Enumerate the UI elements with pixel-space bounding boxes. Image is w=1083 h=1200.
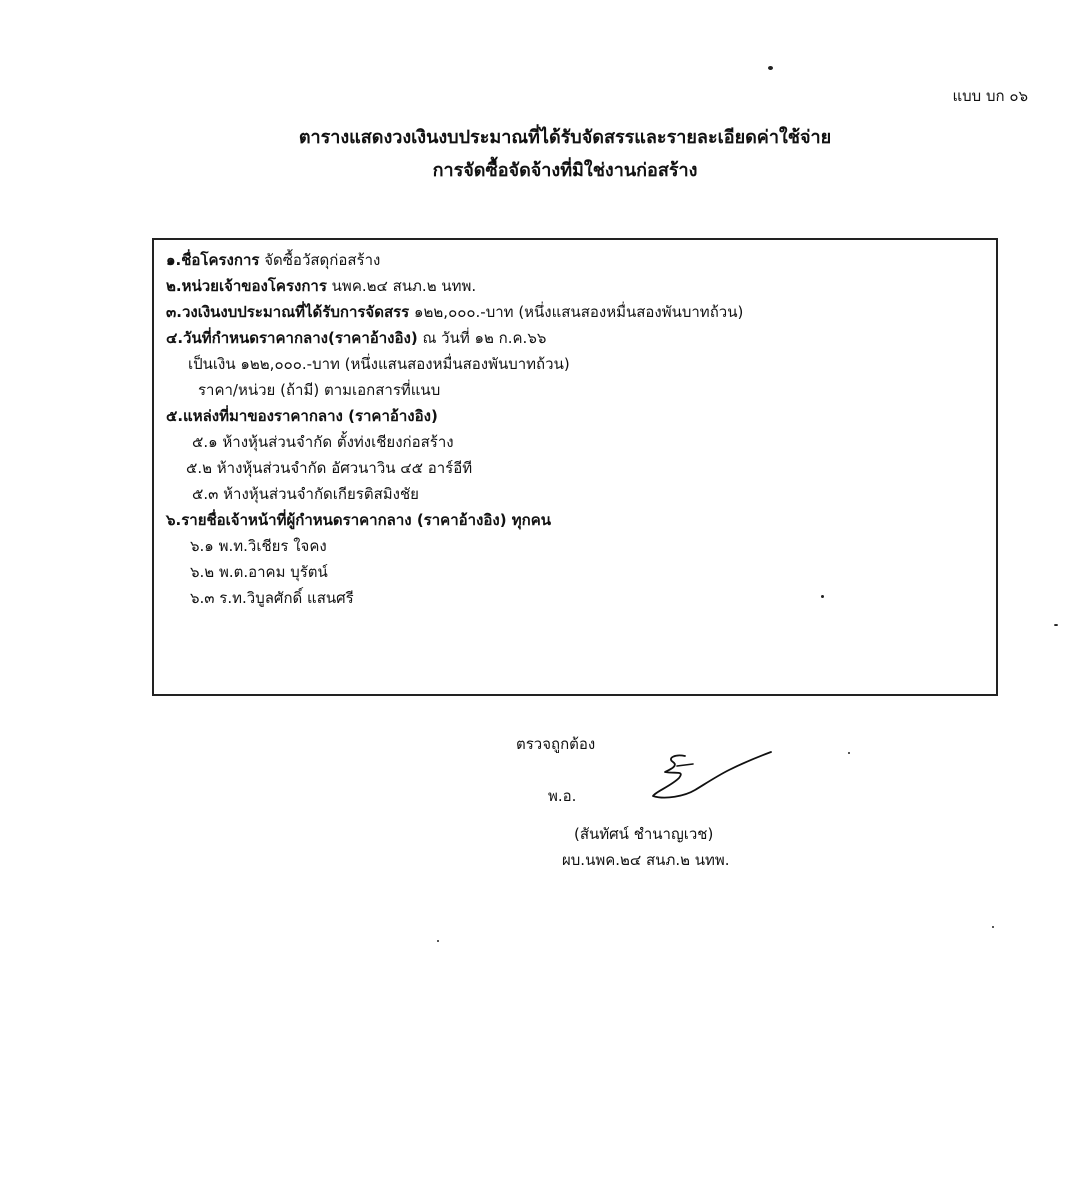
- price-source-item: ๕.๑ ห้างหุ้นส่วนจำกัด ตั้งท่งเชียงก่อสร้าง: [192, 433, 454, 451]
- reference-date-label: ๔.วันที่กำหนดราคากลาง(ราคาอ้างอิง): [166, 329, 418, 347]
- item-project-owner: [166, 276, 476, 296]
- scan-speck: [992, 926, 994, 928]
- officers-label: ๖.รายชื่อเจ้าหน้าที่ผู้กำหนดราคากลาง (ราคาอ้างอิง) ทุกคน: [166, 511, 552, 529]
- project-name-value: จัดซื้อวัสดุก่อสร้าง: [259, 251, 381, 269]
- document-title-line-1: ตารางแสดงวงเงินงบประมาณที่ได้รับจัดสรรและรายละเอียดค่าใช้จ่าย: [298, 127, 832, 148]
- handwritten-signature: [645, 748, 775, 804]
- officer-item: ๖.๒ พ.ต.อาคม บุรัตน์: [190, 563, 328, 581]
- budget-label: ๓.วงเงินงบประมาณที่ได้รับการจัดสรร: [166, 303, 410, 321]
- signer-rank: พ.อ.: [548, 787, 577, 805]
- project-owner-value: นพค.๒๔ สนภ.๒ นทพ.: [326, 277, 477, 295]
- officer-item: ๖.๑ พ.ท.วิเชียร ใจคง: [190, 537, 327, 555]
- project-owner-label: ๒.หน่วยเจ้าของโครงการ: [166, 277, 327, 295]
- officer-item: ๖.๓ ร.ท.วิบูลศักดิ์ แสนศรี: [190, 589, 354, 607]
- scan-speck: [437, 940, 439, 942]
- reference-date-value: ณ วันที่ ๑๒ ก.ค.๖๖: [417, 329, 547, 347]
- item-project-name: [166, 250, 380, 270]
- item-budget: [166, 302, 743, 322]
- budget-value: ๑๒๒,๐๐๐.-บาท (หนึ่งแสนสองหมื่นสองพันบาทถ้วน): [409, 303, 744, 321]
- unit-price: ราคา/หน่วย (ถ้ามี) ตามเอกสารที่แนบ: [198, 381, 441, 399]
- scan-speck: [848, 752, 850, 754]
- price-source-item: ๕.๓ ห้างหุ้นส่วนจำกัดเกียรติสมิงชัย: [192, 485, 419, 503]
- reference-amount: เป็นเงิน ๑๒๒,๐๐๐.-บาท (หนึ่งแสนสองหมื่นสองพันบาทถ้วน): [188, 355, 570, 373]
- scan-speck: [821, 595, 824, 598]
- verified-text: ตรวจถูกต้อง: [516, 735, 596, 753]
- price-sources-label: ๕.แหล่งที่มาของราคากลาง (ราคาอ้างอิง): [166, 407, 438, 425]
- scan-speck: [1054, 624, 1058, 626]
- price-source-item: ๕.๒ ห้างหุ้นส่วนจำกัด อัศวนาวิน ๔๕ อาร์อีที: [186, 459, 473, 477]
- form-code: แบบ บก ๐๖: [952, 87, 1028, 105]
- signer-position: ผบ.นพค.๒๔ สนภ.๒ นทพ.: [562, 851, 730, 869]
- document-title-line-2: การจัดซื้อจัดจ้างที่มิใช่งานก่อสร้าง: [432, 160, 698, 181]
- signer-name: (สันทัศน์ ชำนาญเวช): [574, 825, 714, 843]
- scan-speck: [768, 66, 773, 70]
- project-details-box: [152, 238, 998, 696]
- item-reference-date: [166, 328, 546, 348]
- project-name-label: ๑.ชื่อโครงการ: [166, 251, 260, 269]
